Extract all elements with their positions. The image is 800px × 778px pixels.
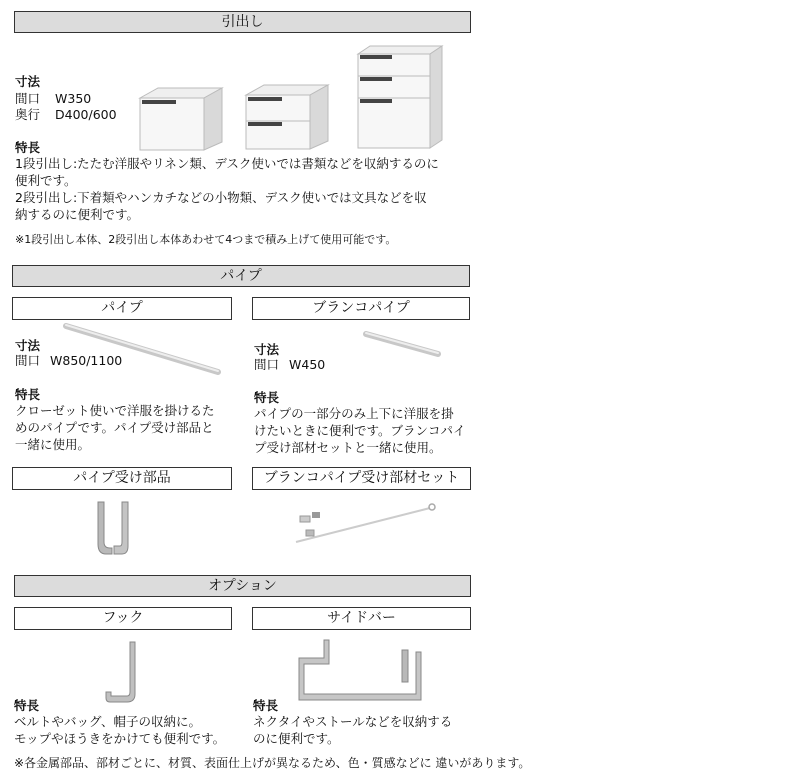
stacked-drawers-image [356,44,444,150]
drawers-depth-value: D400/600 [55,107,117,122]
pipe-dim-label: 寸法 [15,338,41,353]
swing-pipe-box-title: ブランコパイプ [252,297,470,320]
pipe-feature-label: 特長 [15,387,41,402]
drawers-feature-line: 便利です。 [15,173,77,188]
swing-pipe-feature-line: パイプの一部分のみ上下に洋服を掛 [254,406,454,421]
pipe-box-title: パイプ [12,297,232,320]
section-header-options: オプション [14,575,471,597]
pipe-width-value: W850/1100 [50,353,123,368]
section-header-pipe: パイプ [12,265,470,287]
swing-pipe-parts-set-image [290,500,440,546]
drawers-width-value: W350 [55,91,92,106]
drawers-feature-line: 1段引出し:たたむ洋服やリネン類、デスク使いでは書類などを収納するのに [15,156,439,171]
swing-pipe-feature-label: 特長 [254,390,280,405]
footer-note: ※各金属部品、部材ごとに、材質、表面仕上げが異なるため、色・質感などに 違いがあります。 [14,756,531,770]
sidebar-box-title: サイドバー [252,607,471,630]
swing-pipe-holder-box-title: ブランコパイプ受け部材セット [252,467,471,490]
sidebar-image [296,638,426,708]
swing-pipe-width-label: 間口 [254,357,280,372]
drawers-depth-label: 奥行 [15,107,41,122]
swing-pipe-dim-label: 寸法 [254,342,280,357]
single-drawer-image [138,86,224,152]
hook-feature-label: 特長 [14,698,40,713]
pipe-width-label: 間口 [15,353,41,368]
drawers-feature-line: 2段引出し:下着類やハンカチなどの小物類、デスク使いでは文具などを収 [15,190,427,205]
swing-pipe-width-value: W450 [289,357,326,372]
section-header-drawers: 引出し [14,11,471,33]
pipe-feature-line: 一緒に使用。 [15,437,91,452]
swing-pipe-feature-line: プ受け部材セットと一緒に使用。 [254,440,442,455]
drawers-feature-label: 特長 [15,140,41,155]
drawers-note: ※1段引出し本体、2段引出し本体あわせて4つまで積み上げて使用可能です。 [15,233,397,246]
sidebar-feature-line: のに便利です。 [253,731,340,746]
swing-pipe-feature-line: けたいときに便利です。ブランコパイ [254,423,466,438]
hook-image [102,640,142,706]
sidebar-feature-label: 特長 [253,698,279,713]
hook-feature-line: モップやほうきをかけても便利です。 [14,731,226,746]
drawers-width-label: 間口 [15,91,41,106]
drawers-dim-label: 寸法 [15,74,41,89]
hook-feature-line: ベルトやバッグ、帽子の収納に。 [14,714,202,729]
drawers-feature-line: 納するのに便利です。 [15,207,140,222]
pipe-feature-line: めのパイプです。パイプ受け部品と [15,420,214,435]
pipe-feature-line: クローゼット使いで洋服を掛けるた [15,403,215,418]
double-drawer-image [244,83,330,151]
pipe-holder-box-title: パイプ受け部品 [12,467,232,490]
sidebar-feature-line: ネクタイやストールなどを収納する [253,714,453,729]
swing-pipe-image [362,330,444,360]
pipe-holder-image [94,498,142,560]
hook-box-title: フック [14,607,232,630]
